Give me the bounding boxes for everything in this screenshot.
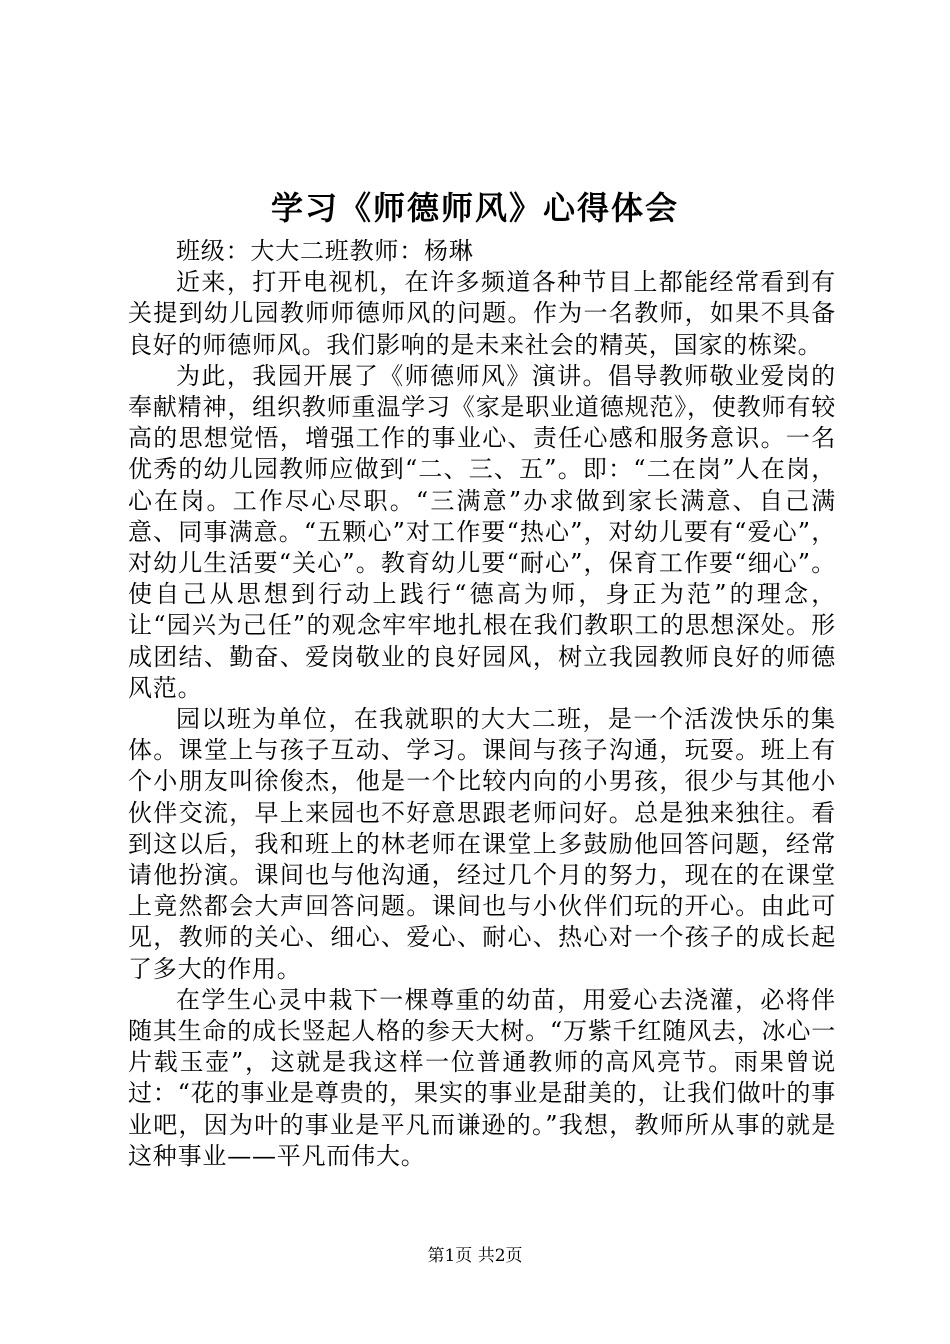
document-body [128,236,836,1172]
document-title: 学习《师德师风》心得体会 [270,189,679,227]
paragraph: 近来，打开电视机，在许多频道各种节目上都能经常看到有关提到幼儿园教师师德师风的问题。作为一名教师，如果不具备良好的师德师风。我们影响的是未来社会的精英，国家的栋梁。 [128,268,836,359]
paragraph: 园以班为单位，在我就职的大大二班，是一个活泼快乐的集体。课堂上与孩子互动、学习。课间与孩子沟通，玩耍。班上有个小朋友叫徐俊杰，他是一个比较内向的小男孩，很少与其他小伙伴交流，早上来园也不好意思跟老师问好。总是独来独往。看到这以后，我和班上的林老师在课堂上多鼓励他回答问题，经常请他扮演。课间也与他沟通，经过几个月的努力，现在的在课堂上竟然都会大声回答问题。课间也与小伙伴们玩的开心。由此可见，教师的关心、细心、爱心、耐心、热心对一个孩子的成长起了多大的作用。 [128,705,836,983]
page-footer [0,1244,950,1268]
page-number: 第1页 共2页 [427,1246,523,1266]
paragraph: 为此，我园开展了《师德师风》演讲。倡导教师敬业爱岗的奉献精神，组织教师重温学习《家是职业道德规范》，使教师有较高的思想觉悟，增强工作的事业心、责任心感和服务意识。一名优秀的幼儿园教师应做到“二、三、五”。即：“二在岗”人在岗，心在岗。工作尽心尽职。“三满意”办求做到家长满意、自己满意、同事满意。“五颗心”对工作要“热心”，对幼儿要有“爱心”，对幼儿生活要“关心”。教育幼儿要“耐心”，保育工作要“细心”。使自己从思想到行动上践行“德高为师，身正为范”的理念，让“园兴为己任”的观念牢牢地扎根在我们教职工的思想深处。形成团结、勤奋、爱岗敬业的良好园风，树立我园教师良好的师德风范。 [128,361,836,702]
paragraph: 在学生心灵中栽下一棵尊重的幼苗，用爱心去浇灌，必将伴随其生命的成长竖起人格的参天大树。“万紫千红随风去，冰心一片载玉壶”，这就是我这样一位普通教师的高风亮节。雨果曾说过：“花的事业是尊贵的，果实的事业是甜美的，让我们做叶的事业吧，因为叶的事业是平凡而谦逊的。”我想，教师所从事的就是这种事业——平凡而伟大。 [128,985,836,1170]
byline: 班级：大大二班教师：杨琳 [176,237,474,265]
